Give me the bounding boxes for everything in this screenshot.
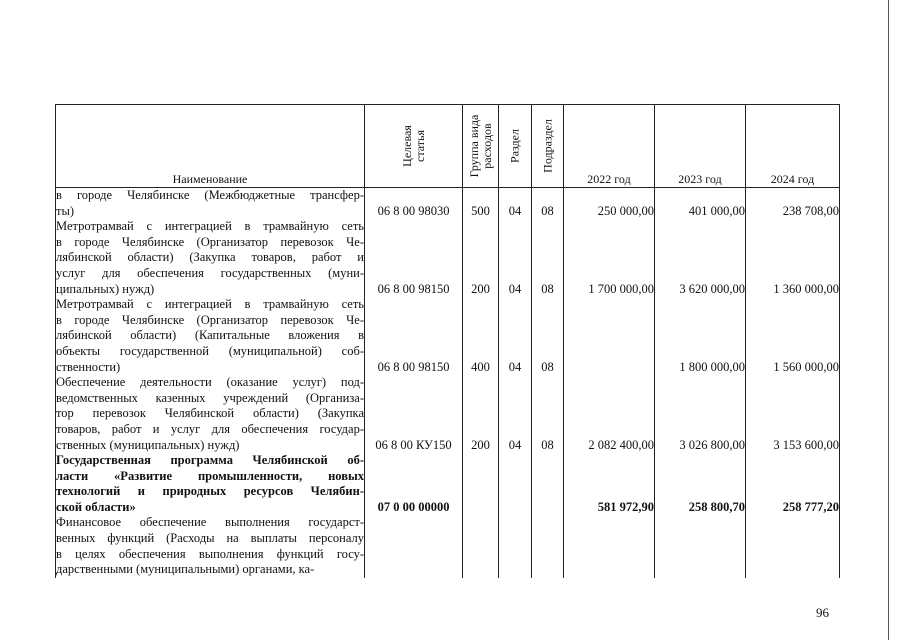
row-2023: 3 620 000,00 xyxy=(655,219,746,297)
row-name-line: дарственными (муниципальными) органами, ка- xyxy=(56,562,315,577)
header-section xyxy=(499,105,532,188)
row-name-line: Государственная программа Челябинской об- xyxy=(56,453,364,468)
row-name-line: в городе Челябинске (Организатор перевозок Че- xyxy=(56,312,364,327)
row-target: 06 8 00 98030 xyxy=(365,188,463,220)
row-target: 06 8 00 КУ150 xyxy=(365,375,463,453)
row-name xyxy=(56,375,365,453)
header-2022: 2022 год xyxy=(564,105,655,188)
row-2022: 1 700 000,00 xyxy=(564,219,655,297)
row-group: 200 xyxy=(463,375,499,453)
row-subsection: 08 xyxy=(532,219,564,297)
header-target xyxy=(365,105,463,188)
row-section xyxy=(499,515,532,577)
table-row xyxy=(56,188,840,220)
row-name-line: лябинской области) (Закупка товаров, работ и xyxy=(56,250,364,265)
header-2023: 2023 год xyxy=(655,105,746,188)
row-name-line: технологий и природных ресурсов Челябин- xyxy=(56,484,364,499)
row-name-line: тор перевозок Челябинской области) (Закупка xyxy=(56,406,364,421)
row-2023: 1 800 000,00 xyxy=(655,297,746,375)
row-group xyxy=(463,453,499,515)
row-2022: 581 972,90 xyxy=(564,453,655,515)
row-2022: 2 082 400,00 xyxy=(564,375,655,453)
page-number: 96 xyxy=(816,605,829,620)
row-2024: 3 153 600,00 xyxy=(746,375,840,453)
row-target: 07 0 00 00000 xyxy=(365,453,463,515)
row-2024: 1 360 000,00 xyxy=(746,219,840,297)
row-name-line: ты) xyxy=(56,203,75,218)
row-name-line: Финансовое обеспечение выполнения государст- xyxy=(56,515,364,530)
row-name-line: венных функций (Расходы на выплаты персоналу xyxy=(56,531,364,546)
row-target: 06 8 00 98150 xyxy=(365,219,463,297)
row-2023: 3 026 800,00 xyxy=(655,375,746,453)
header-group-text: Группа вида расходов xyxy=(466,114,494,178)
header-target-text: Целевая статья xyxy=(399,125,427,167)
table-row xyxy=(56,297,840,375)
row-section xyxy=(499,453,532,515)
row-name-line: ской области» xyxy=(56,499,136,514)
row-name-line: Обеспечение деятельности (оказание услуг) под- xyxy=(56,375,364,390)
row-subsection xyxy=(532,453,564,515)
row-2024: 258 777,20 xyxy=(746,453,840,515)
row-group: 500 xyxy=(463,188,499,220)
table-row xyxy=(56,515,840,577)
row-name-line: в городе Челябинске (Организатор перевозок Че- xyxy=(56,234,364,249)
row-2022: 250 000,00 xyxy=(564,188,655,220)
row-2024: 1 560 000,00 xyxy=(746,297,840,375)
scan-edge-line xyxy=(888,0,889,640)
row-name-line: Метротрамвай с интеграцией в трамвайную сеть xyxy=(56,297,364,312)
row-name xyxy=(56,297,365,375)
row-2023: 258 800,70 xyxy=(655,453,746,515)
row-group xyxy=(463,515,499,577)
row-name xyxy=(56,453,365,515)
header-group xyxy=(463,105,499,188)
header-subsection-text: Подраздел xyxy=(540,119,554,173)
row-name xyxy=(56,515,365,577)
budget-table xyxy=(55,104,840,578)
row-subsection xyxy=(532,515,564,577)
row-target: 06 8 00 98150 xyxy=(365,297,463,375)
row-group: 200 xyxy=(463,219,499,297)
row-2024: 238 708,00 xyxy=(746,188,840,220)
row-target xyxy=(365,515,463,577)
row-section: 04 xyxy=(499,375,532,453)
table-row xyxy=(56,453,840,515)
row-2022 xyxy=(564,297,655,375)
row-name-line: Метротрамвай с интеграцией в трамвайную сеть xyxy=(56,219,364,234)
header-subsection xyxy=(532,105,564,188)
row-name-line: ципальных) нужд) xyxy=(56,281,155,296)
row-name-line: в целях обеспечения выполнения функций госу- xyxy=(56,546,364,561)
row-2023 xyxy=(655,515,746,577)
row-name-line: ственных (муниципальных) нужд) xyxy=(56,437,240,452)
row-name-line: лябинской области) (Капитальные вложения в xyxy=(56,328,364,343)
table-row xyxy=(56,375,840,453)
row-name xyxy=(56,188,365,220)
header-name: Наименование xyxy=(56,105,365,188)
row-group: 400 xyxy=(463,297,499,375)
table-row xyxy=(56,219,840,297)
row-name-line: в городе Челябинске (Межбюджетные трансфер- xyxy=(56,188,364,202)
row-section: 04 xyxy=(499,297,532,375)
row-name-line: ственности) xyxy=(56,359,121,374)
row-name-line: объекты государственной (муниципальной) соб- xyxy=(56,343,364,358)
row-name xyxy=(56,219,365,297)
row-name-line: товаров, работ и услуг для обеспечения государ- xyxy=(56,421,364,436)
header-2024: 2024 год xyxy=(746,105,840,188)
table-body xyxy=(56,188,840,578)
table-header-row xyxy=(56,105,840,188)
row-subsection: 08 xyxy=(532,375,564,453)
row-2024 xyxy=(746,515,840,577)
row-subsection: 08 xyxy=(532,188,564,220)
row-2022 xyxy=(564,515,655,577)
row-2023: 401 000,00 xyxy=(655,188,746,220)
row-name-line: ласти «Развитие промышленности, новых xyxy=(56,468,364,483)
header-section-text: Раздел xyxy=(507,129,522,163)
row-section: 04 xyxy=(499,188,532,220)
row-name-line: услуг для обеспечения государственных (муни- xyxy=(56,265,364,280)
row-name-line: ведомственных казенных учреждений (Организа- xyxy=(56,390,364,405)
row-subsection: 08 xyxy=(532,297,564,375)
row-section: 04 xyxy=(499,219,532,297)
